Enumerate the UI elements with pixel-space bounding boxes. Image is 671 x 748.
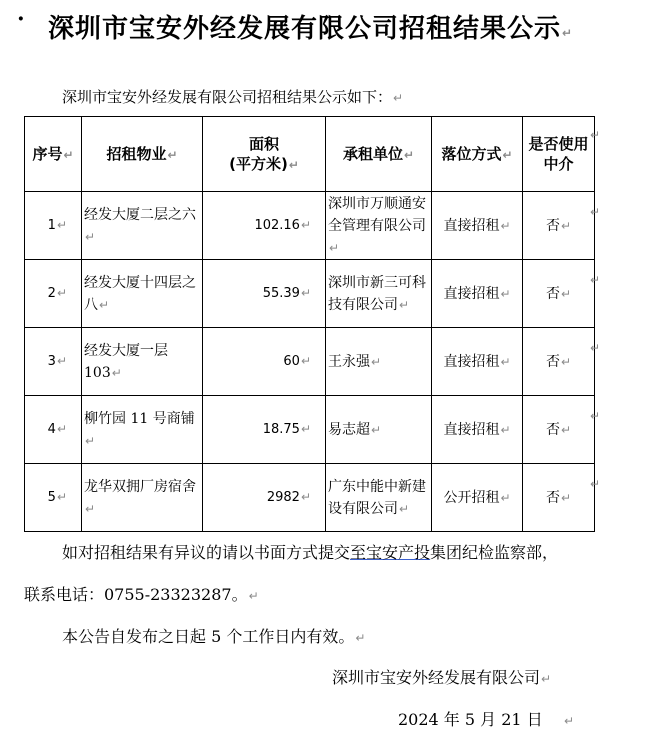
signature-company: 深圳市宝安外经发展有限公司↵ (332, 668, 552, 687)
cell-property: 经发大厦二层之六↵ (82, 192, 203, 260)
cell-no: 5↵ (25, 464, 82, 532)
header-no: 序号↵ (25, 117, 82, 192)
header-area: 面积 (平方米)↵ (203, 117, 326, 192)
cell-no: 3↵ (25, 328, 82, 396)
cell-property: 柳竹园 11 号商铺↵ (82, 396, 203, 464)
row-end-mark: ↵ (590, 128, 601, 142)
cell-property: 龙华双拥厂房宿舍↵ (82, 464, 203, 532)
cell-method: 直接招租↵ (432, 396, 523, 464)
cell-agent: 否↵ (523, 192, 595, 260)
table-row (25, 396, 595, 464)
header-method: 落位方式↵ (432, 117, 523, 192)
cell-method: 公开招租↵ (432, 464, 523, 532)
document-title: 深圳市宝安外经发展有限公司招租结果公示↵ (48, 14, 574, 44)
cell-method: 直接招租↵ (432, 260, 523, 328)
cell-tenant: 易志超↵ (326, 396, 432, 464)
cell-tenant: 王永强↵ (326, 328, 432, 396)
row-end-mark: ↵ (590, 477, 601, 491)
cell-no: 1↵ (25, 192, 82, 260)
cell-area: 102.16↵ (203, 192, 326, 260)
cell-property: 经发大厦十四层之八↵ (82, 260, 203, 328)
cell-agent: 否↵ (523, 328, 595, 396)
objection-paragraph: 如对招租结果有异议的请以书面方式提交至宝安产投集团纪检监察部， (62, 543, 559, 562)
cell-area: 2982↵ (203, 464, 326, 532)
table-row (25, 464, 595, 532)
cell-agent: 否↵ (523, 396, 595, 464)
cell-tenant: 深圳市万顺通安全管理有限公司↵ (326, 192, 432, 260)
table-header-row (25, 117, 595, 192)
cell-tenant: 深圳市新三可科技有限公司↵ (326, 260, 432, 328)
table-row (25, 328, 595, 396)
row-end-mark: ↵ (590, 341, 601, 355)
header-agent: 是否使用 中介 (523, 117, 595, 192)
intro-paragraph: 深圳市宝安外经发展有限公司招租结果公示如下：↵ (62, 88, 404, 106)
signature-date: 2024 年 5 月 21 日 ↵ (398, 710, 575, 729)
row-end-mark: ↵ (590, 205, 601, 219)
row-end-mark: ↵ (590, 273, 601, 287)
header-tenant: 承租单位↵ (326, 117, 432, 192)
cell-no: 2↵ (25, 260, 82, 328)
cell-tenant: 广东中能中新建设有限公司↵ (326, 464, 432, 532)
cell-area: 55.39↵ (203, 260, 326, 328)
table-row (25, 192, 595, 260)
header-property: 招租物业↵ (82, 117, 203, 192)
bullet-mark: · (17, 6, 25, 32)
cell-area: 60↵ (203, 328, 326, 396)
results-table (24, 116, 595, 532)
row-end-mark: ↵ (590, 409, 601, 423)
contact-phone: 联系电话：0755-23323287。↵ (24, 585, 259, 604)
cell-area: 18.75↵ (203, 396, 326, 464)
cell-agent: 否↵ (523, 260, 595, 328)
cell-agent: 否↵ (523, 464, 595, 532)
table-row (25, 260, 595, 328)
cell-method: 直接招租↵ (432, 192, 523, 260)
cell-property: 经发大厦一层 103↵ (82, 328, 203, 396)
cell-no: 4↵ (25, 396, 82, 464)
cell-method: 直接招租↵ (432, 328, 523, 396)
department-link-text: 至宝安产投 (350, 543, 431, 562)
validity-paragraph: 本公告自发布之日起 5 个工作日内有效。↵ (62, 627, 366, 646)
